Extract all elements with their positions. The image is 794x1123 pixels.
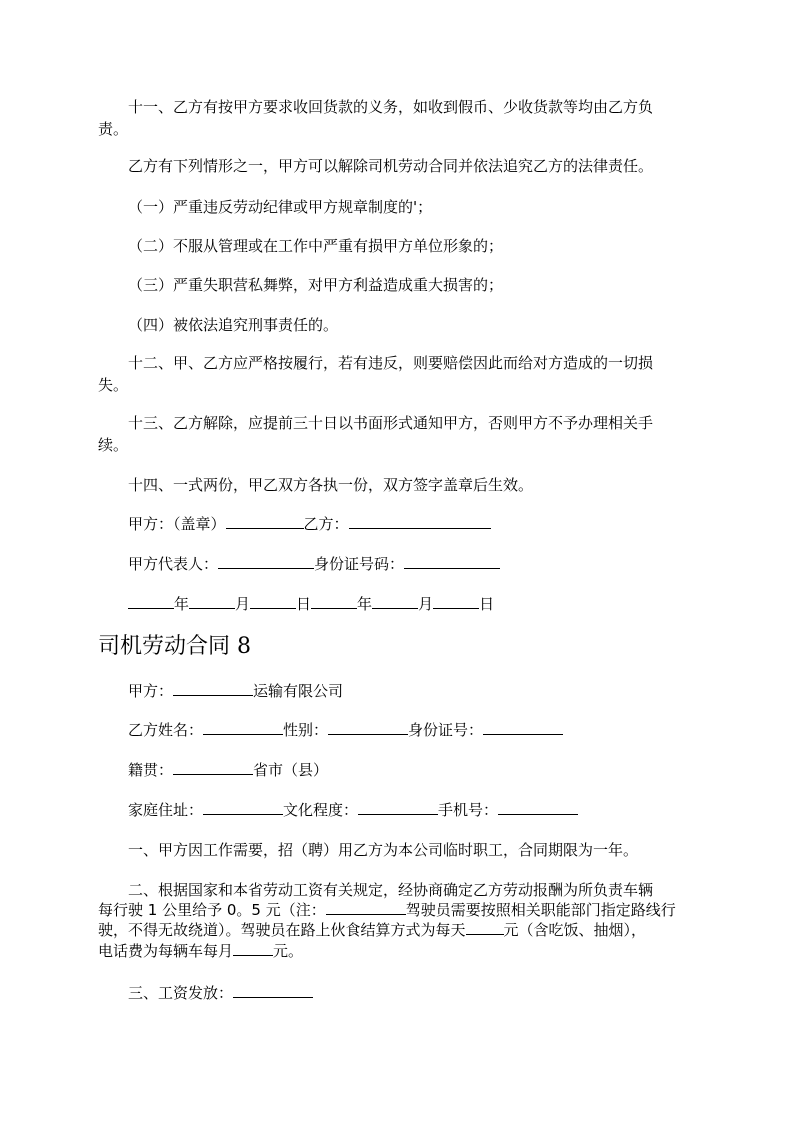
clause-3: [128, 983, 728, 1003]
native-place-label: 籍贯：: [128, 761, 174, 779]
termination-intro: 乙方有下列情形之一，甲方可以解除司机劳动合同并依法追究乙方的法律责任。: [128, 157, 654, 175]
party-a-label: 甲方：: [128, 682, 174, 700]
phone-fee-blank[interactable]: [233, 941, 273, 956]
phone-blank[interactable]: [498, 800, 578, 815]
clause-11-line-2: 责。: [98, 120, 129, 138]
date-a-year-label: 年: [174, 595, 190, 613]
party-b-label: 乙方：: [303, 515, 349, 533]
clause-2-line-2-start: 每行驶 1 公里给予 0。5 元（注：: [98, 901, 326, 919]
native-place-row: [128, 760, 728, 780]
gender-blank[interactable]: [328, 720, 408, 735]
education-blank[interactable]: [358, 800, 438, 815]
address-blank[interactable]: [203, 800, 283, 815]
clause-2-line-2-end: 驾驶员需要按照相关职能部门指定路线行: [405, 901, 676, 919]
party-b-id-label: 身份证号：: [408, 721, 484, 739]
party-a-rep-label: 甲方代表人：: [128, 555, 219, 573]
termination-item-4: （四）被依法追究刑事责任的。: [128, 316, 339, 334]
date-b-month-label: 月: [418, 595, 434, 613]
native-place-suffix: 省市（县）: [253, 761, 329, 779]
clause-2-line-2: [98, 900, 698, 920]
termination-item-1: （一）严重违反劳动纪律或甲方规章制度的'；: [128, 198, 433, 216]
date-a-day-label: 日: [296, 595, 312, 613]
clause-2-line-4: [98, 941, 698, 961]
address-label: 家庭住址：: [128, 801, 204, 819]
termination-item-3: （三）严重失职营私舞弊，对甲方利益造成重大损害的；: [128, 276, 504, 294]
clause-14: 十四、一式两份，甲乙双方各执一份，双方签字盖章后生效。: [128, 476, 534, 494]
termination-item-2: （二）不服从管理或在工作中严重有损甲方单位形象的；: [128, 237, 504, 255]
clause-1: 一、甲方因工作需要，招（聘）用乙方为本公司临时职工，合同期限为一年。: [128, 841, 639, 859]
phone-label: 手机号：: [438, 801, 499, 819]
company-name-blank[interactable]: [173, 681, 253, 696]
date-b-year-label: 年: [357, 595, 373, 613]
clause-2-line-1: 二、根据国家和本省劳动工资有关规定，经协商确定乙方劳动报酬为所负责车辆: [128, 881, 654, 899]
party-a-rep-blank[interactable]: [218, 554, 314, 569]
signature-parties-row: [128, 514, 728, 534]
wage-payment-blank[interactable]: [233, 983, 313, 998]
date-b-year-blank[interactable]: [311, 594, 357, 609]
clause-12-line-1: 十二、甲、乙方应严格按履行，若有违反，则要赔偿因此而给对方造成的一切损: [128, 354, 654, 372]
clause-2-line-3-start: 驶，不得无故绕道）。驾驶员在路上伙食结算方式为每天: [98, 921, 466, 939]
id-number-blank[interactable]: [404, 554, 500, 569]
date-b-day-blank[interactable]: [433, 594, 479, 609]
party-a-seal-label: 甲方：（盖章）: [128, 515, 226, 533]
party-b-name-blank[interactable]: [203, 720, 283, 735]
clause-11-line-1: 十一、乙方有按甲方要求收回货款的义务，如收到假币、少收货款等均由乙方负: [128, 98, 654, 116]
date-b-month-blank[interactable]: [372, 594, 418, 609]
clause-13-line-2: 续。: [98, 436, 129, 454]
note-blank[interactable]: [326, 900, 406, 915]
clause-2-line-3: [98, 920, 698, 940]
signature-date-row: [128, 594, 728, 614]
clause-12-line-2: 失。: [98, 376, 129, 394]
party-b-info-row: [128, 720, 728, 740]
party-b-name-label: 乙方姓名：: [128, 721, 204, 739]
clause-2-line-4-start: 电话费为每辆车每月: [98, 942, 234, 960]
clause-2-line-3-end: 元（含吃饭、抽烟），: [503, 921, 647, 939]
date-a-day-blank[interactable]: [250, 594, 296, 609]
gender-label: 性别：: [283, 721, 329, 739]
company-suffix: 运输有限公司: [253, 682, 344, 700]
wage-payment-label: 三、工资发放：: [128, 984, 234, 1002]
party-b-blank[interactable]: [349, 514, 491, 529]
education-label: 文化程度：: [283, 801, 359, 819]
address-row: [128, 800, 728, 820]
party-b-id-blank[interactable]: [483, 720, 563, 735]
party-a-seal-blank[interactable]: [226, 514, 304, 529]
clause-13-line-1: 十三、乙方解除，应提前三十日以书面形式通知甲方，否则甲方不予办理相关手: [128, 414, 654, 432]
date-a-year-blank[interactable]: [128, 594, 174, 609]
date-b-day-label: 日: [479, 595, 495, 613]
date-a-month-label: 月: [235, 595, 251, 613]
id-number-label: 身份证号码：: [314, 555, 405, 573]
clause-2-line-4-end: 元。: [273, 942, 304, 960]
signature-rep-row: [128, 554, 728, 574]
party-a-company-row: [128, 681, 728, 701]
meal-allowance-blank[interactable]: [466, 920, 504, 935]
native-place-blank[interactable]: [173, 760, 253, 775]
date-a-month-blank[interactable]: [189, 594, 235, 609]
section-heading: 司机劳动合同 8: [98, 634, 251, 659]
